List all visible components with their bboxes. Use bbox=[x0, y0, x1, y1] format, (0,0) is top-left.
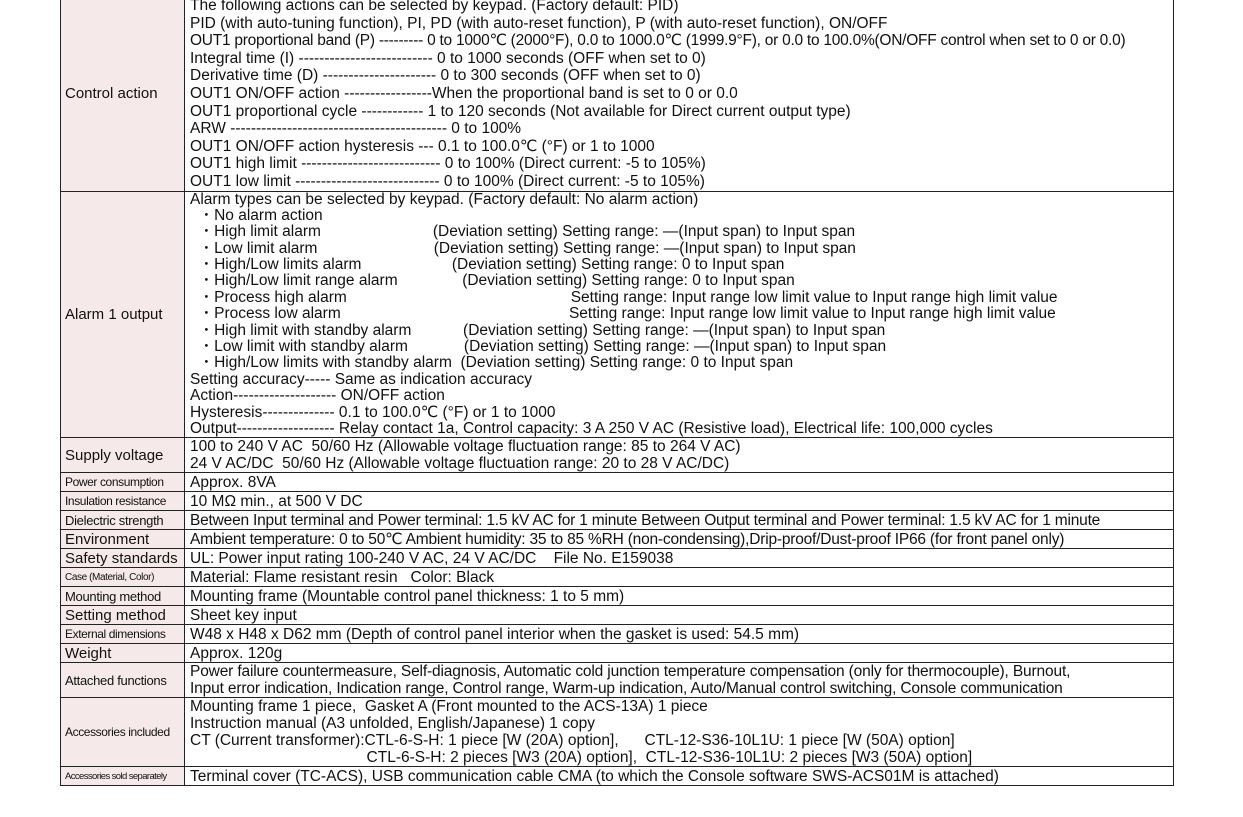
value-line: OUT1 high limit --------------------------- 0 to 100% (Direct current: -5 to 105%) bbox=[190, 155, 706, 173]
table-row-safety-standards bbox=[61, 549, 1174, 568]
row-value: Material: Flame resistant resin Color: Black bbox=[185, 568, 1174, 587]
table-row-attached-functions bbox=[61, 663, 1174, 698]
table-row-insulation-resistance bbox=[61, 492, 1174, 511]
row-value: Sheet key input bbox=[185, 606, 1174, 625]
row-value bbox=[185, 191, 1174, 438]
value-line: ARW ------------------------------------------ 0 to 100% bbox=[190, 120, 522, 138]
row-value bbox=[185, 698, 1174, 767]
row-value bbox=[185, 438, 1174, 473]
value-line: ・Process low alarm Setting range: Input range low limit value to Input range high limit value bbox=[190, 305, 1056, 323]
row-label: Safety standards bbox=[61, 549, 185, 568]
value-line: OUT1 ON/OFF action -----------------When the proportional band is set to 0 or 0.0 bbox=[190, 84, 738, 102]
value-line: Power failure countermeasure, Self-diagnosis, Automatic cold junction temperature compensation (only for thermocouple), Burnout, bbox=[190, 663, 1071, 681]
value-line: ・No alarm action bbox=[190, 206, 323, 224]
row-value bbox=[185, 0, 1174, 191]
table-row-mounting-method bbox=[61, 587, 1174, 606]
row-label: Weight bbox=[61, 644, 185, 663]
row-label: Supply voltage bbox=[61, 438, 185, 473]
value-line: OUT1 proportional cycle ------------ 1 to 120 seconds (Not available for Direct current output type) bbox=[190, 102, 851, 120]
table-row-alarm1-output bbox=[61, 191, 1174, 438]
row-label: External dimensions bbox=[61, 625, 185, 644]
table-row-weight bbox=[61, 644, 1174, 663]
row-label: Environment bbox=[61, 530, 185, 549]
row-label: Setting method bbox=[61, 606, 185, 625]
row-value: UL: Power input rating 100-240 V AC, 24 V AC/DC File No. E159038 bbox=[185, 549, 1174, 568]
row-value: Approx. 8VA bbox=[185, 473, 1174, 492]
value-line: 24 V AC/DC 50/60 Hz (Allowable voltage fluctuation range: 20 to 28 V AC/DC) bbox=[190, 455, 730, 473]
table-row-dielectric-strength bbox=[61, 511, 1174, 530]
value-line: ・Low limit with standby alarm (Deviation setting) Setting range: —(Input span) to Input span bbox=[190, 338, 887, 356]
value-line: OUT1 ON/OFF action hysteresis --- 0.1 to 100.0℃ (°F) or 1 to 1000 bbox=[190, 137, 655, 155]
value-line: Action-------------------- ON/OFF action bbox=[190, 387, 445, 405]
row-value: Ambient temperature: 0 to 50℃ Ambient humidity: 35 to 85 %RH (non-condensing),Drip-proof/Dust-proof IP66 (for front panel only) bbox=[185, 530, 1174, 549]
row-label: Insulation resistance bbox=[61, 492, 185, 511]
row-label: Accessories sold separately bbox=[61, 767, 185, 786]
value-line: OUT1 proportional band (P) --------- 0 to 1000℃ (2000°F), 0.0 to 1000.0℃ (1999.9°F), or 0.0 to 100.0%(ON/OFF control when set to 0 or 0.0) bbox=[190, 32, 1126, 50]
value-line: Instruction manual (A3 unfolded, English/Japanese) 1 copy bbox=[190, 715, 595, 733]
row-label: Power consumption bbox=[61, 473, 185, 492]
table-row-power-consumption bbox=[61, 473, 1174, 492]
value-line: 100 to 240 V AC 50/60 Hz (Allowable voltage fluctuation range: 85 to 264 V AC) bbox=[190, 438, 741, 456]
row-label: Control action bbox=[61, 0, 185, 191]
value-line: CTL-6-S-H: 2 pieces [W3 (20A) option], CTL-12-S36-10L1U: 2 pieces [W3 (50A) option] bbox=[190, 749, 973, 767]
value-line: Derivative time (D) ---------------------- 0 to 300 seconds (OFF when set to 0) bbox=[190, 67, 701, 85]
table-row-supply-voltage bbox=[61, 438, 1174, 473]
table-row-case bbox=[61, 568, 1174, 587]
table-row-environment bbox=[61, 530, 1174, 549]
row-value: W48 x H48 x D62 mm (Depth of control panel interior when the gasket is used: 54.5 mm) bbox=[185, 625, 1174, 644]
value-line: OUT1 low limit ---------------------------- 0 to 100% (Direct current: -5 to 105%) bbox=[190, 172, 705, 190]
row-value: Between Input terminal and Power terminal: 1.5 kV AC for 1 minute Between Output terminal and Power terminal: 1.5 kV AC for 1 minute bbox=[185, 511, 1174, 530]
row-label: Dielectric strength bbox=[61, 511, 185, 530]
value-line: ・High/Low limits with standby alarm (Deviation setting) Setting range: 0 to Input span bbox=[190, 354, 794, 372]
value-line: Integral time (I) -------------------------- 0 to 1000 seconds (OFF when set to 0) bbox=[190, 49, 706, 67]
value-line: ・High limit alarm (Deviation setting) Setting range: —(Input span) to Input span bbox=[190, 223, 856, 241]
value-line: Input error indication, Indication range, Control range, Warm-up indication, Auto/Manual control switching, Console communication bbox=[190, 680, 1063, 698]
value-line: The following actions can be selected by keypad. (Factory default: PID) bbox=[190, 0, 679, 14]
value-line: Setting accuracy----- Same as indication accuracy bbox=[190, 370, 532, 388]
value-line: ・Process high alarm Setting range: Input range low limit value to Input range high limit value bbox=[190, 288, 1058, 306]
table-row-external-dimensions bbox=[61, 625, 1174, 644]
row-value: Mounting frame (Mountable control panel thickness: 1 to 5 mm) bbox=[185, 587, 1174, 606]
row-value: Approx. 120g bbox=[185, 644, 1174, 663]
table-row-accessories-included bbox=[61, 698, 1174, 767]
value-line: ・High limit with standby alarm (Deviation setting) Setting range: —(Input span) to Input span bbox=[190, 321, 886, 339]
value-line: Output------------------- Relay contact 1a, Control capacity: 3 A 250 V AC (Resistive load), Electrical life: 100,000 cycles bbox=[190, 420, 993, 437]
table-row-accessories-sold-separately bbox=[61, 767, 1174, 786]
row-value: 10 MΩ min., at 500 V DC bbox=[185, 492, 1174, 511]
value-line: ・High/Low limits alarm (Deviation setting) Setting range: 0 to Input span bbox=[190, 256, 785, 274]
value-line: CT (Current transformer):CTL-6-S-H: 1 piece [W (20A) option], CTL-12-S36-10L1U: 1 piece [W (50A) option] bbox=[190, 732, 955, 750]
value-line: ・Low limit alarm (Deviation setting) Setting range: —(Input span) to Input span bbox=[190, 239, 856, 257]
row-label: Mounting method bbox=[61, 587, 185, 606]
value-line: Hysteresis-------------- 0.1 to 100.0℃ (°F) or 1 to 1000 bbox=[190, 403, 556, 421]
row-label: Attached functions bbox=[61, 663, 185, 698]
row-value bbox=[185, 663, 1174, 698]
table-row-control-action bbox=[61, 0, 1174, 191]
value-line: ・High/Low limit range alarm (Deviation setting) Setting range: 0 to Input span bbox=[190, 272, 795, 290]
value-line: Alarm types can be selected by keypad. (Factory default: No alarm action) bbox=[190, 191, 699, 208]
value-line: PID (with auto-tuning function), PI, PD (with auto-reset function), P (with auto-reset function), ON/OFF bbox=[190, 14, 888, 32]
row-value: Terminal cover (TC-ACS), USB communication cable CMA (to which the Console software SWS-ACS01M is attached) bbox=[185, 767, 1174, 786]
spec-table bbox=[60, 0, 1174, 786]
row-label: Alarm 1 output bbox=[61, 191, 185, 438]
table-row-setting-method bbox=[61, 606, 1174, 625]
row-label: Accessories included bbox=[61, 698, 185, 767]
value-line: Mounting frame 1 piece, Gasket A (Front mounted to the ACS-13A) 1 piece bbox=[190, 698, 708, 716]
row-label: Case (Material, Color) bbox=[61, 568, 185, 587]
